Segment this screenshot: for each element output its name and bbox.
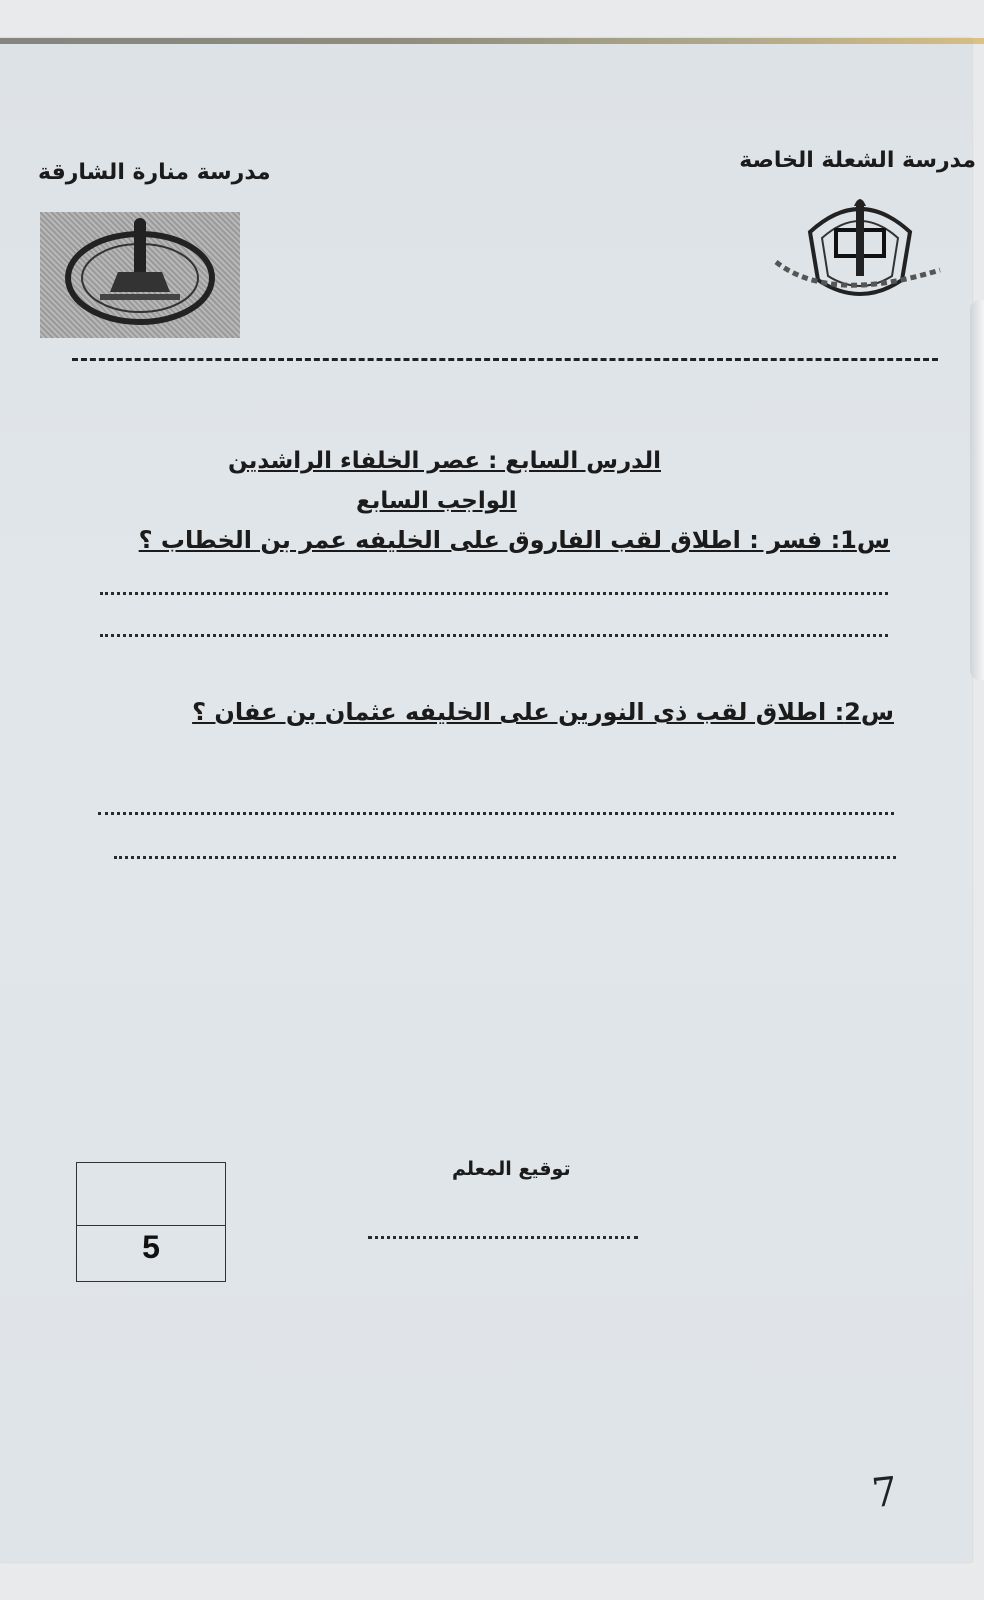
homework-title: الواجب السابع xyxy=(356,488,517,514)
school-name-left: مدرسة منارة الشارقة xyxy=(38,160,271,185)
answer-line-q1-1[interactable] xyxy=(100,592,888,595)
question-2: س2: اطلاق لقب ذى النورين على الخليفه عثمان بن عفان ؟ xyxy=(192,698,894,726)
page-right-edge xyxy=(970,300,984,680)
school-name-right: مدرسة الشعلة الخاصة xyxy=(739,148,976,173)
lamp-emblem-icon xyxy=(40,212,240,338)
answer-line-q2-2[interactable] xyxy=(114,856,896,859)
grade-box xyxy=(76,1162,226,1282)
header-divider xyxy=(72,358,938,361)
question-1: س1: فسر : اطلاق لقب الفاروق على الخليفه عمر بن الخطاب ؟ xyxy=(138,526,890,554)
teacher-signature-line[interactable] xyxy=(368,1236,638,1239)
page-number: 7 xyxy=(869,1468,900,1518)
answer-line-q2-1[interactable] xyxy=(98,812,894,815)
school-logo-right xyxy=(770,192,950,312)
answer-line-q1-2[interactable] xyxy=(100,634,888,637)
lesson-title: الدرس السابع : عصر الخلفاء الراشدين xyxy=(228,448,661,474)
school-logo-left xyxy=(40,212,240,338)
grade-max-value: 5 xyxy=(142,1229,160,1265)
teacher-signature-label: توقيع المعلم xyxy=(452,1158,571,1180)
book-torch-shield-icon xyxy=(770,192,950,312)
page-top-shadow xyxy=(0,38,984,44)
grade-box-divider xyxy=(77,1225,225,1226)
